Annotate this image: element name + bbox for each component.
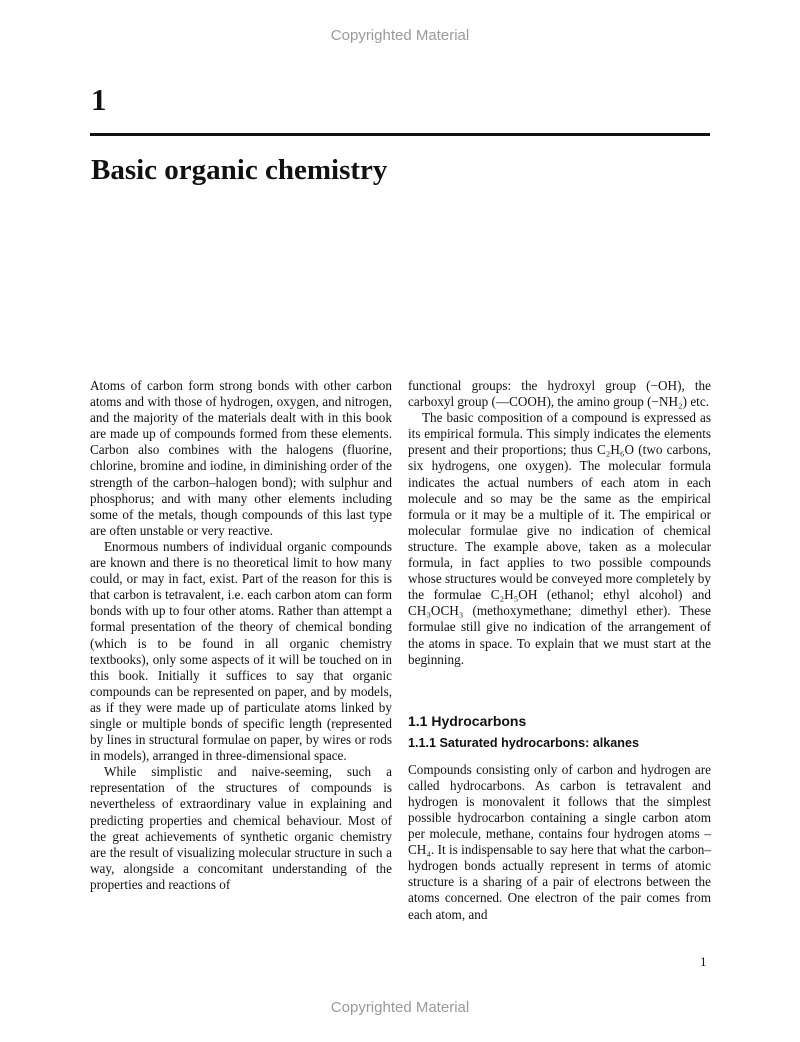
paragraph: The basic composition of a compound is expressed as its empirical formula. This simply indicates the elements present and their proportions; thus C₂H₆O (two carbons, six hydrogens, one oxygen). The molecular formula indicates the actual numbers of each atom in each molecule and so may be the same as the empirical formula or it may be a multiple of it. The empirical or molecular formulae give no indication of chemical structure. The example above, taken as a molecular formula, in fact applies to two possible compounds whose structures would be conveyed more completely by the formulae C₂H₅OH (ethanol; ethyl alcohol) and CH₃OCH₃ (methoxymethane; dimethyl ether). These formulae still give no indication of the arrangement of the atoms in space. To explain that we must start at the beginning. bbox=[408, 410, 711, 667]
subsection-heading: 1.1.1 Saturated hydrocarbons: alkanes bbox=[408, 735, 639, 750]
paragraph: functional groups: the hydroxyl group (−OH), the carboxyl group (—COOH), the amino group (−NH₂) etc. bbox=[408, 378, 711, 410]
paragraph: Atoms of carbon form strong bonds with other carbon atoms and with those of hydrogen, oxygen, and nitrogen, and the majority of the materials dealt with in this book are made up of compounds formed from these elements. Carbon also combines with the halogens (fluorine, chlorine, bromine and iodine, in diminishing order of the strength of the carbon–halogen bond); with sulphur and phosphorus; and with many other elements including some of the metals, though compounds of this last type are often unstable or very reactive. bbox=[90, 378, 392, 538]
chapter-title: Basic organic chemistry bbox=[91, 154, 388, 186]
watermark-top: Copyrighted Material bbox=[330, 27, 470, 44]
page-number: 1 bbox=[700, 954, 707, 969]
watermark-bottom: Copyrighted Material bbox=[330, 999, 470, 1016]
paragraph: Enormous numbers of individual organic compounds are known and there is no theoretical limit to how many could, or may in fact, exist. Part of the reason for this is that carbon is tetravalent, i.e. each carbon atom can form bonds with up to four other atoms. Rather than attempt a formal presentation of the theory of chemical bonding (which is to be found in all organic chemistry textbooks), only some aspects of it will be touched on in this book. Initially it suffices to say that organic compounds can be represented on paper, and by models, as if they were made up of particulate atoms linked by single or multiple bonds of specific length (represented by lines in structural formulae on paper, by wires or rods in models), arranged in three-dimensional space. bbox=[90, 538, 392, 764]
paragraph: Compounds consisting only of carbon and hydrogen are called hydrocarbons. As carbon is tetravalent and hydrogen is monovalent it follows that the simplest possible hydrocarbon containing a single carbon atom per molecule, methane, contains four hydrogen atoms – CH₄. It is indispensable to say here that what the carbon–hydrogen bonds actually represent in terms of atomic structure is a sharing of a pair of electrons between the atoms concerned. One electron of the pair comes from each atom, and bbox=[408, 761, 711, 922]
paragraph: While simplistic and naive-seeming, such a representation of the structures of compounds is nevertheless of extraordinary value in explaining and predicting properties and chemical behaviour. Most of the great achievements of synthetic organic chemistry are the result of visualizing molecular structure in such a way, alongside a concomitant understanding of the properties and reactions of bbox=[90, 764, 392, 892]
right-column bbox=[408, 378, 711, 923]
chapter-number: 1 bbox=[91, 82, 107, 117]
left-column bbox=[90, 378, 392, 893]
section-heading: 1.1 Hydrocarbons bbox=[408, 712, 527, 729]
chapter-rule bbox=[90, 133, 710, 136]
